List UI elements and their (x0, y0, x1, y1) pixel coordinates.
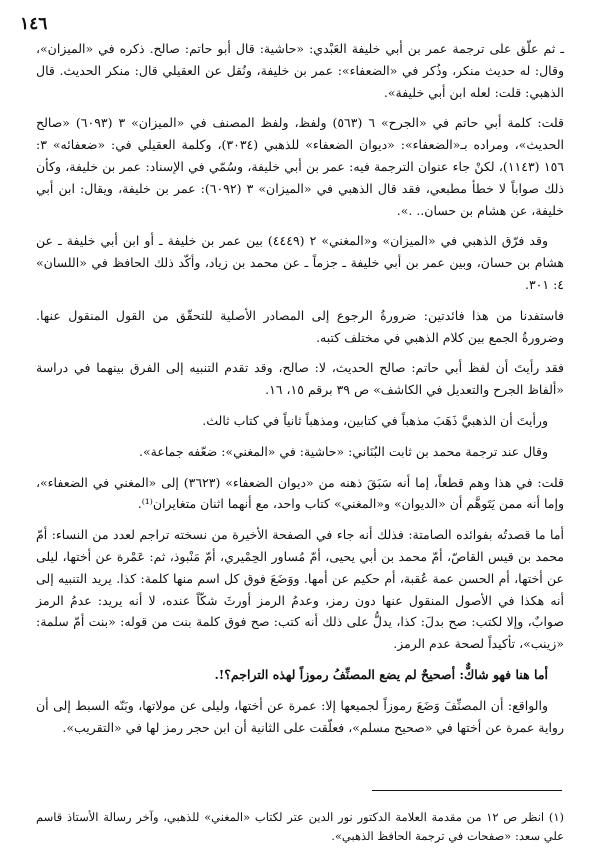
paragraph-hashiya-umar: ـ ثم علّق على ترجمة عمر بن أبي خليفة العَبْدي: «حاشية: قال أبو حاتم: صالح. ذكره في «الميزان»، وقال: له حديث منكر، وذُكر في «الضعفاء»: عمر بن خليفة، ونُقل عن العقيلي قال: منكر الحديث. قال الذهبي: قلت: لعله ابن أبي خليفة». (36, 41, 564, 100)
paragraph-qultu-abi-hatim: قلت: كلمة أبي حاتم في «الجرح» ٦ (٥٦٣) ولفظ، ولفظ المصنف في «الميزان» ٣ (٦٠٩٣) «صالح الحديث»، ومراده بـ«الضعفاء»: «ديوان الضعفاء» للذهبي (٣٠٣٤)، وكلمة العقيلي في: «ضعفائه» ٣: ١٥٦ (١١٤٣)، لكنْ جاء عنوان الترجمة فيه: عمر بن أبي خليفة، وسُمّي في الإسناد: عمر بن خليفة، وكأن ذلك صواباً لا خطأ مطبعي، فقد قال الذهبي في «الميزان» ٣ (٦٠٩٢): عمر بن خليفة، ويقال: ابن أبي خليفة، عن هشام بن حسان.. .». (36, 115, 565, 218)
footnote-divider (372, 790, 562, 791)
footnote: (١) انظر ص ١٢ من مقدمة العلامة الدكتور نور الدين عتر لكتاب «المغني» للذهبي، وآخر رسالة الأستاذ قاسم علي سعد: «صفحات في ترجمة الحافظ الذهبي». (36, 809, 564, 843)
page-number: ١٤٦ (20, 14, 48, 34)
paragraph-reality: والواقع: أن المصنِّفَ وَضَعَ رموزاً لجميعها إلا: عمرة عن أختها، وليلى عن مولاتها، وبَنّه السبط إلى أن رواية عمرة عن أختها في «صحيح مسلم»، فعلّقت على الثانية أن ابن حجر رمز لها في «التقريب». (36, 697, 564, 735)
paragraph-wahm: قلت: في هذا وهم قطعاً، إما أنه سَبَقَ ذهنه من «ديوان الضعفاء» (٣٦٢٣) إلى «المغني في الضعفاء»، وإما أنه ممن يَتَوهَّم أن «الديوان» و«المغني» كتاب واحد، مع أنهما اثنان متغايران⁽¹⁾. (36, 474, 564, 512)
paragraph-farraqa-dhahabi: وقد فرّق الذهبي في «الميزان» و«المغني» ٢ (٤٤٤٩) بين عمر بن خليفة ـ أو ابن أبي خليفة ـ عن هشام بن حسان، وبين عمر بن أبي خليفة ـ جزماً ـ عن محمد بن زياد، وأكّد ذلك الحافظ في «اللسان» ٤: ٣٠١. (36, 233, 564, 292)
paragraph-muhammad-bin-thabit: وقال عند ترجمة محمد بن ثابت البُنَاني: «حاشية: في «المغني»: ضعّفه جماعة». (139, 443, 548, 459)
paragraph-silent-benefits: أما ما قصدتُه بفوائده الصامتة: فذلك أنه جاء في الصفحة الأخيرة من نسخته تراجم لعدد من النساء: أمّ محمد بن قيس القاصّ، أمّ محمد بن أبي يحيى، أمّ مُساور الحِمْيري، أمّ مَنْبوذ، ثم: عَمْرة عن أختها، ليلى عن أختها، أم الحسن عمة عُقبة، أم حكيم عن أمها. ووَضَعَ فوق كل اسم منها كلمة: كذا. يريد التنبيه إلى أنه هكذا في الأصول المنقول عنها دون رمز، وعدمُ الرمز أورثَ شكّاً عنده، لا أنه يريد: عدمُ الرمز صوابٌ، وإلا لكتب: صح بدلَ: كذا، يدلُّ على ذلك أنه كتب: صح فوق كلمة بنت من قوله: «بنت أمّ سلمة: «زينب»، تأكيداً لصحة عدم الرمز. (36, 527, 564, 652)
paragraph-two-benefits: فاستفدنا من هذا فائدتين: ضرورةُ الرجوع إلى المصادر الأصلية للتحقّق من القول المنقول عنها. وضرورةُ الجمع بين كلام الذهبي في مختلف كتبه. (36, 307, 564, 345)
paragraph-two-methods: ورأيتَ أن الذهبيَّ ذَهَبَ مذهباً في كتابين، ومذهباً ثانياً في كتاب ثالث. (202, 412, 548, 428)
paragraph-doubt-question: أما هنا فهو شاكٌّ: أصحيحٌ لم يضع المصنِّفُ رموزاً لهذه التراجم؟!. (214, 666, 548, 682)
page-body (36, 38, 564, 738)
paragraph-salih-al-hadith: فقد رأيتَ أن لفظ أبي حاتم: صالح الحديث، لا: صالح، وقد تقدم التنبيه إلى الفرق بينهما في دراسة «ألفاظ الجرح والتعديل في الكاشف» ص ٣٩ برقم ١٥، ١٦. (36, 360, 564, 398)
